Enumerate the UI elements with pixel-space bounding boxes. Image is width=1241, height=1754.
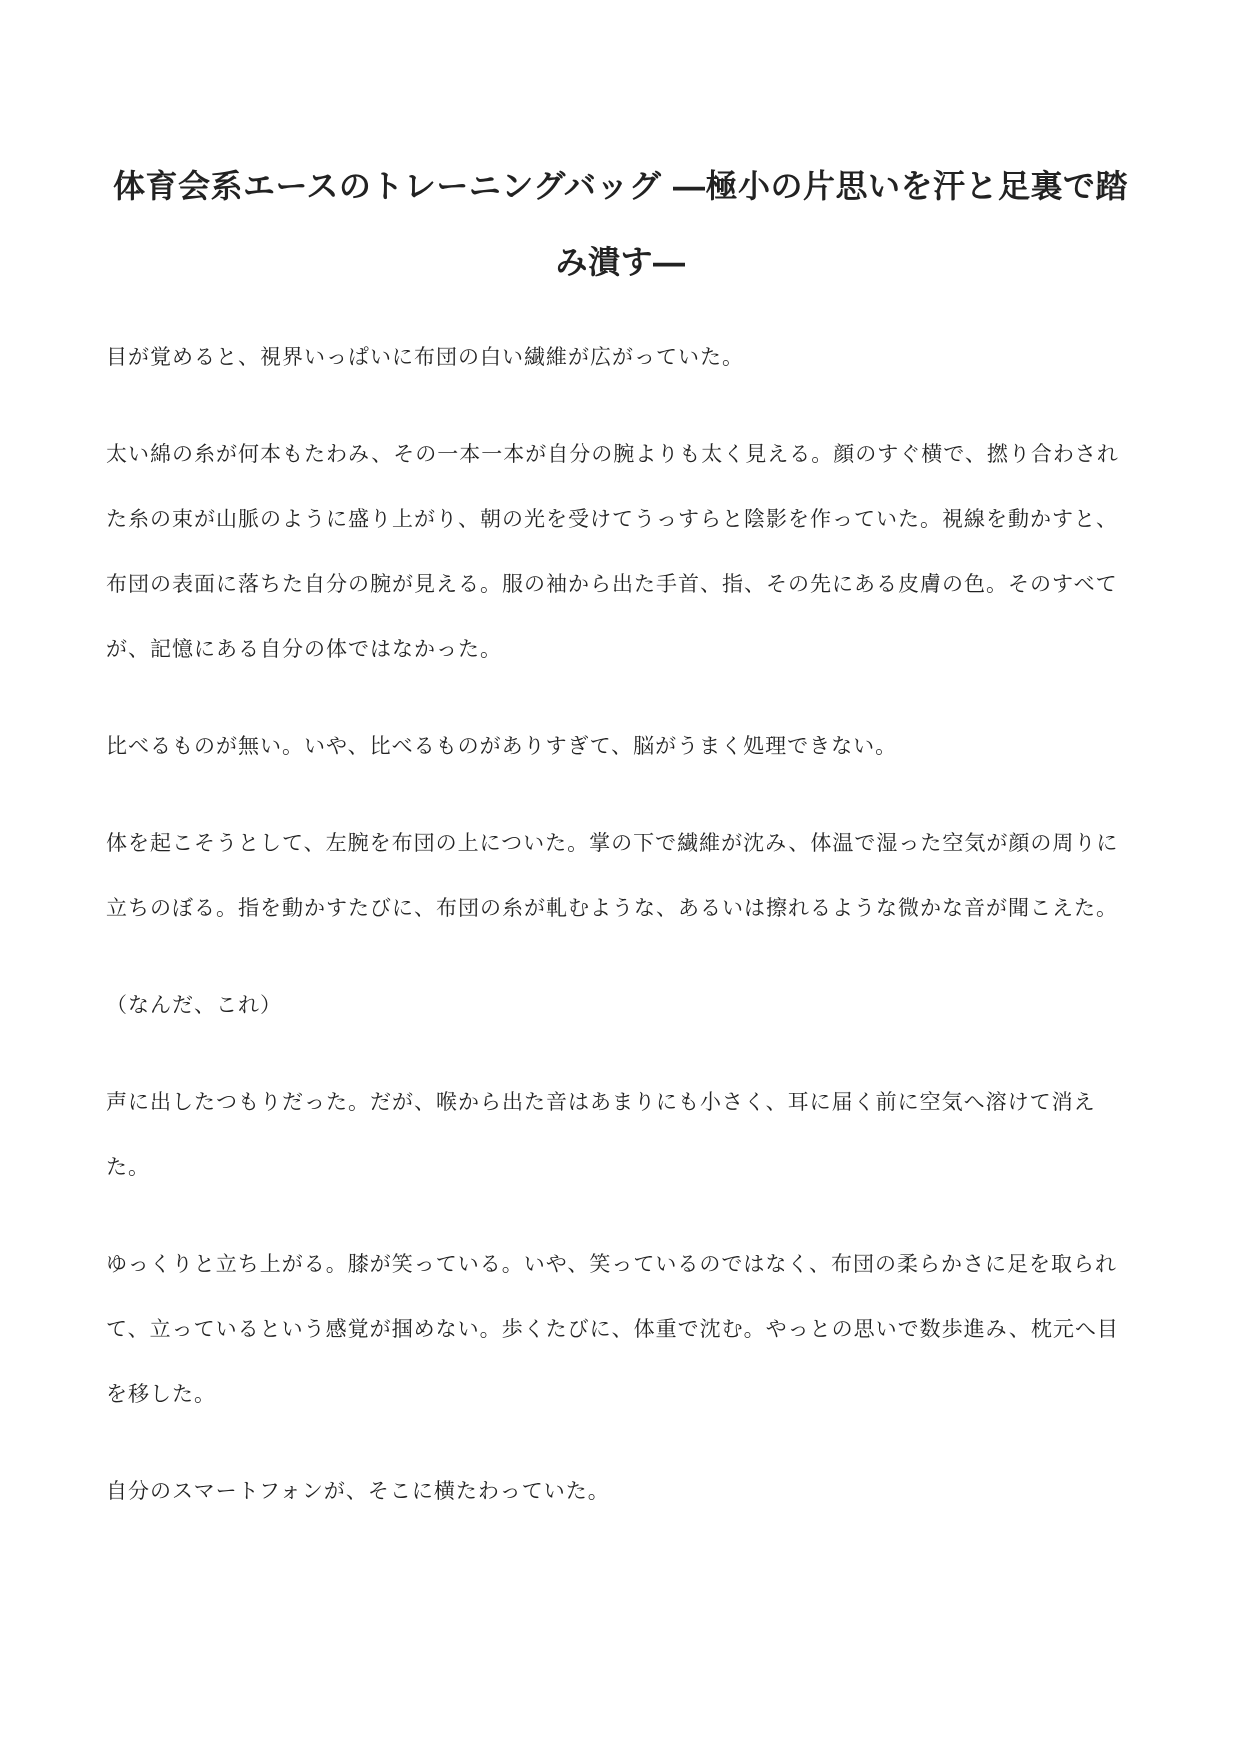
paragraph: （なんだ、これ） (106, 993, 282, 1017)
paragraph: 目が覚めると、視界いっぱいに布団の白い繊維が広がっていた。 (106, 345, 744, 369)
document-body (106, 325, 1138, 1556)
paragraph: 太い綿の糸が何本もたわみ、その一本一本が自分の腕よりも太く見える。顔のすぐ横で、撚り合わされた糸の束が山脈のように盛り上がり、朝の光を受けてうっすらと陰影を作っていた。視線を動かすと、布団の表面に落ちた自分の腕が見える。服の袖から出た手首、指、その先にある皮膚の色。そのすべてが、記憶にある自分の体ではなかった。 (106, 442, 1119, 661)
paragraph: 声に出したつもりだった。だが、喉から出た音はあまりにも小さく、耳に届く前に空気へ溶けて消えた。 (106, 1090, 1096, 1179)
paragraph: ゆっくりと立ち上がる。膝が笑っている。いや、笑っているのではなく、布団の柔らかさに足を取られて、立っているという感覚が掴めない。歩くたびに、体重で沈む。やっとの思いで数歩進み、枕元へ目を移した。 (106, 1252, 1119, 1406)
paragraph: 体を起こそうとして、左腕を布団の上についた。掌の下で繊維が沈み、体温で湿った空気が顔の周りに立ちのぼる。指を動かすたびに、布団の糸が軋むような、あるいは擦れるような微かな音が聞こえた。 (106, 831, 1119, 920)
paragraph: 比べるものが無い。いや、比べるものがありすぎて、脳がうまく処理できない。 (106, 734, 898, 758)
paragraph: 自分のスマートフォンが、そこに横たわっていた。 (106, 1479, 610, 1503)
document-title: 体育会系エースのトレーニングバッグ ―極小の片思いを汗と足裏で踏み潰す― (113, 167, 1128, 281)
